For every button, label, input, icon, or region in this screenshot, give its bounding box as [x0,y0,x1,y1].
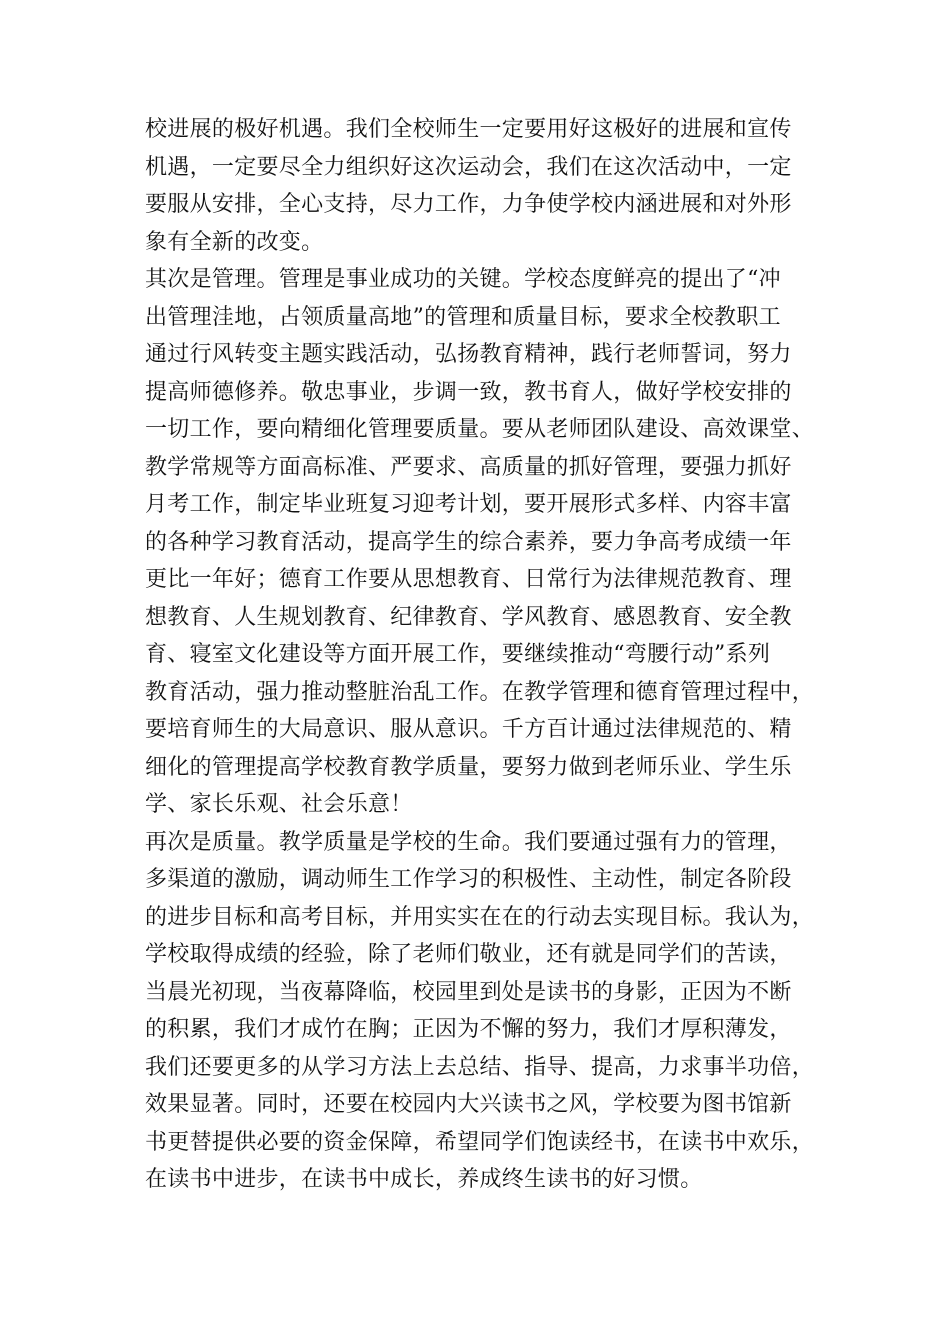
text-line: 机遇，一定要尽全力组织好这次运动会，我们在这次活动中，一定 [145,154,792,180]
text-line: 学、家长乐观、社会乐意！ [145,792,413,817]
text-line: 在读书中进步，在读书中成长，养成终生读书的好习惯。 [145,1167,703,1192]
text-line: 再次是质量。教学质量是学校的生命。我们要通过强有力的管理， [145,829,792,855]
text-line: 多渠道的激励，调动师生工作学习的积极性、主动性，制定各阶段 [145,867,792,892]
text-line: 效果显著。同时，还要在校园内大兴读书之风，学校要为图书馆新 [145,1092,792,1117]
text-line: 要服从安排，全心支持，尽力工作，力争使学校内涵进展和对外形 [145,192,792,217]
text-line: 出管理洼地，占领质量高地”的管理和质量目标，要求全校教职工 [145,304,781,330]
text-line: 细化的管理提高学校教育教学质量，要努力做到老师乐业、学生乐 [145,754,792,780]
text-line: 育、寝室文化建设等方面开展工作，要继续推动“弯腰行动”系列 [145,642,771,667]
text-line: 月考工作，制定毕业班复习迎考计划，要开展形式多样、内容丰富 [145,492,792,517]
text-line: 通过行风转变主题实践活动，弘扬教育精神，践行老师誓词，努力 [145,342,792,367]
text-line: 校进展的极好机遇。我们全校师生一定要用好这极好的进展和宣传 [145,117,792,142]
text-line: 提高师德修养。敬忠事业，步调一致，教书育人，做好学校安排的 [145,379,792,405]
text-line: 更比一年好；德育工作要从思想教育、日常行为法律规范教育、理 [145,567,792,592]
text-line: 学校取得成绩的经验，除了老师们敬业，还有就是同学们的苦读， [145,942,792,967]
text-line: 书更替提供必要的资金保障，希望同学们饱读经书，在读书中欢乐， [145,1129,815,1155]
text-line: 其次是管理。管理是事业成功的关键。学校态度鲜亮的提出了“冲 [145,267,781,292]
text-line: 当晨光初现，当夜幕降临，校园里到处是读书的身影，正因为不断 [145,979,792,1005]
text-line: 象有全新的改变。 [145,229,324,255]
text-line: 的积累，我们才成竹在胸；正因为不懈的努力，我们才厚积薄发， [145,1017,792,1042]
text-line: 教育活动，强力推动整脏治乱工作。在教学管理和德育管理过程中， [145,679,815,705]
text-line: 一切工作，要向精细化管理要质量。要从老师团队建设、高效课堂、 [145,417,815,442]
text-line: 我们还要更多的从学习方法上去总结、指导、提高，力求事半功倍， [145,1054,815,1080]
text-line: 的进步目标和高考目标，并用实实在在的行动去实现目标。我认为， [145,904,815,930]
text-line: 的各种学习教育活动，提高学生的综合素养，要力争高考成绩一年 [145,529,792,555]
text-line: 教学常规等方面高标准、严要求、高质量的抓好管理，要强力抓好 [145,454,792,480]
body-text [145,111,835,1199]
text-line: 要培育师生的大局意识、服从意识。千方百计通过法律规范的、精 [145,717,792,742]
text-line: 想教育、人生规划教育、纪律教育、学风教育、感恩教育、安全教 [145,604,792,630]
